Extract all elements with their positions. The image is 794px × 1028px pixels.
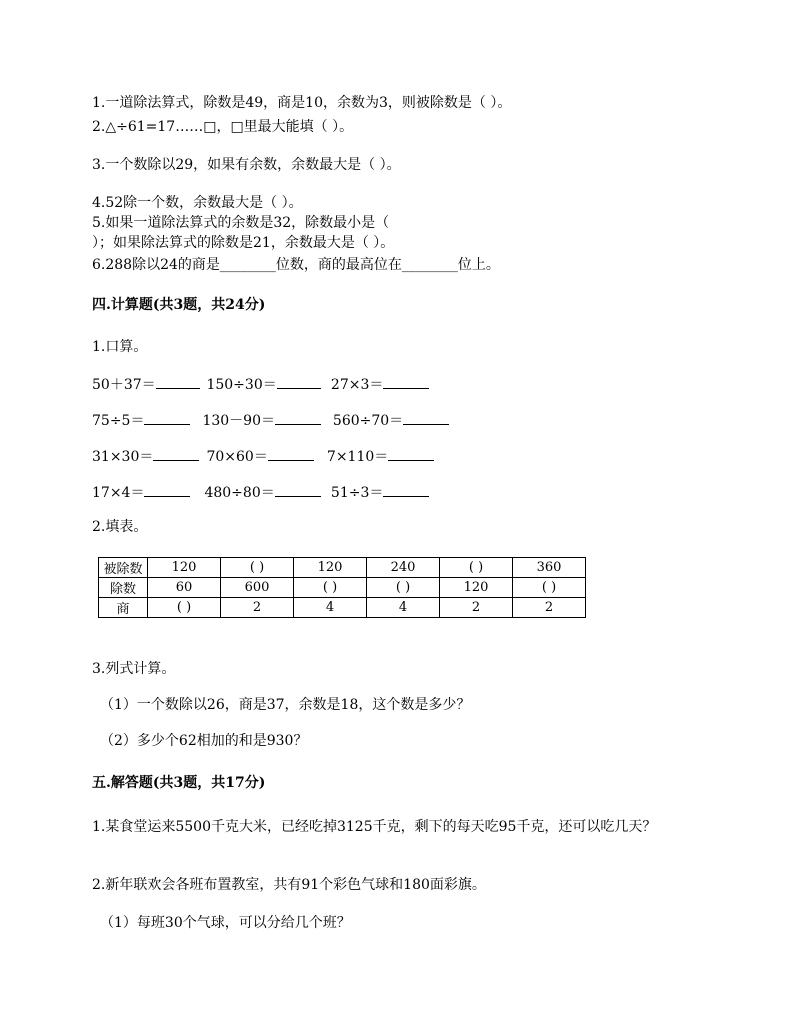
table-cell: 2	[513, 598, 586, 618]
answer-blank[interactable]	[144, 482, 190, 497]
table-cell[interactable]: ( )	[367, 578, 440, 598]
oral-calc-item: 560÷70＝	[332, 413, 404, 429]
fill-question-5-line2: ）；如果除法算式的除数是21，余数最大是（ ）。	[92, 235, 395, 251]
word-problem-2-sub-1: （1）每班30个气球，可以分给几个班？	[100, 915, 351, 931]
answer-blank[interactable]	[153, 446, 199, 461]
answer-blank[interactable]	[144, 410, 190, 425]
table-cell: 240	[367, 558, 440, 578]
oral-calc-row-2	[92, 410, 449, 430]
oral-calc-row-4	[92, 482, 429, 502]
table-cell: 2	[221, 598, 294, 618]
answer-blank[interactable]	[388, 446, 434, 461]
oral-calc-item: 130－90＝	[202, 413, 275, 429]
division-table	[98, 557, 586, 618]
answer-blank[interactable]	[275, 482, 321, 497]
table-row-label: 商	[99, 598, 148, 618]
table-cell[interactable]: ( )	[148, 598, 221, 618]
answer-blank[interactable]	[156, 374, 200, 389]
table-row-label: 被除数	[99, 558, 148, 578]
fill-question-1: 1.一道除法算式，除数是49，商是10，余数为3，则被除数是（ ）。	[92, 95, 512, 111]
answer-blank[interactable]	[275, 410, 321, 425]
table-cell: 120	[294, 558, 367, 578]
table-cell: 600	[221, 578, 294, 598]
table-cell[interactable]: ( )	[440, 558, 513, 578]
table-cell: 4	[294, 598, 367, 618]
oral-calc-item: 150÷30＝	[206, 377, 277, 393]
fill-question-6: 6.288除以24的商是________位数，商的最高位在________位上。	[92, 257, 500, 273]
table-row-label: 除数	[99, 578, 148, 598]
written-calc-item-1: （1）一个数除以26，商是37，余数是18，这个数是多少？	[100, 697, 471, 713]
written-calc-item-2: （2）多少个62相加的和是930？	[100, 733, 308, 749]
table-cell: 120	[148, 558, 221, 578]
word-problem-2: 2.新年联欢会各班布置教室，共有91个彩色气球和180面彩旗。	[92, 877, 486, 893]
oral-calc-item: 27×3＝	[330, 377, 384, 393]
oral-calc-item: 51÷3＝	[330, 485, 384, 501]
oral-calc-item: 31×30＝	[92, 449, 154, 465]
oral-calc-row-1	[92, 374, 429, 394]
oral-calc-item: 17×4＝	[92, 485, 145, 501]
table-cell: 4	[367, 598, 440, 618]
word-problem-1: 1.某食堂运来5500千克大米，已经吃掉3125千克，剩下的每天吃95千克，还可以吃几天？	[92, 819, 657, 835]
table-cell: 2	[440, 598, 513, 618]
fill-question-2: 2.△÷61=17……□，□里最大能填（ ）。	[92, 119, 354, 135]
table-cell: 60	[148, 578, 221, 598]
answer-blank[interactable]	[268, 446, 314, 461]
table-row	[99, 598, 586, 618]
fill-question-3: 3.一个数除以29，如果有余数，余数最大是（ ）。	[92, 157, 401, 173]
answer-blank[interactable]	[383, 482, 429, 497]
table-cell[interactable]: ( )	[294, 578, 367, 598]
oral-calc-title: 1.口算。	[92, 339, 148, 355]
table-cell[interactable]: ( )	[513, 578, 586, 598]
oral-calc-item: 50＋37＝	[92, 377, 156, 393]
oral-calc-item: 70×60＝	[206, 449, 268, 465]
oral-calc-item: 75÷5＝	[92, 413, 145, 429]
fill-question-4: 4.52除一个数，余数最大是（ ）。	[92, 195, 303, 211]
answer-blank[interactable]	[383, 374, 429, 389]
oral-calc-row-3	[92, 446, 434, 466]
table-cell: 120	[440, 578, 513, 598]
written-calc-title: 3.列式计算。	[92, 661, 176, 677]
table-cell: 360	[513, 558, 586, 578]
table-row	[99, 558, 586, 578]
table-row	[99, 578, 586, 598]
oral-calc-item: 7×110＝	[326, 449, 389, 465]
fill-question-5-line1: 5.如果一道除法算式的余数是32，除数最小是（	[92, 215, 390, 231]
oral-calc-item: 480÷80＝	[204, 485, 275, 501]
section-5-title: 五.解答题(共3题，共17分)	[92, 775, 266, 791]
section-4-title: 四.计算题(共3题，共24分)	[92, 297, 266, 313]
answer-blank[interactable]	[403, 410, 449, 425]
answer-blank[interactable]	[277, 374, 321, 389]
fill-table-title: 2.填表。	[92, 519, 148, 535]
table-cell[interactable]: ( )	[221, 558, 294, 578]
